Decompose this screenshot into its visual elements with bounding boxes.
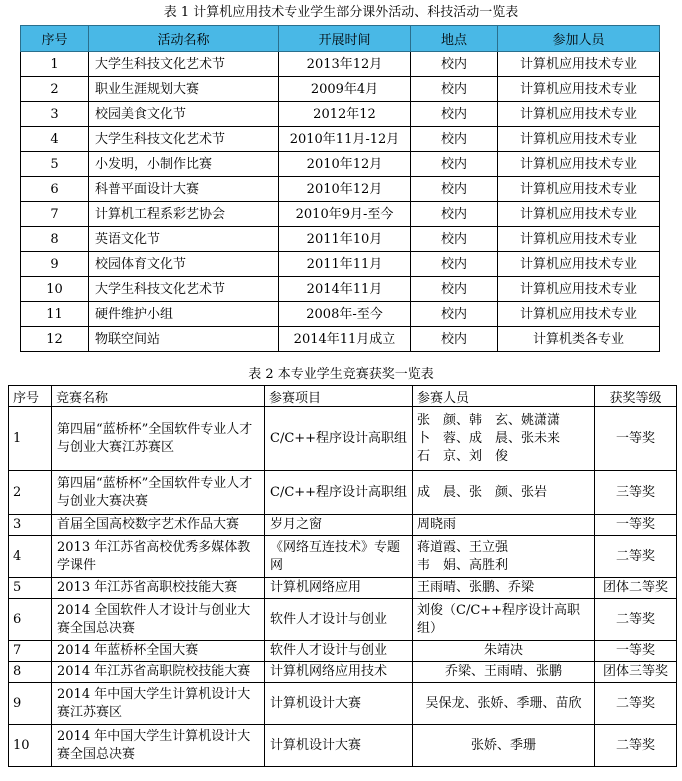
table2-row bbox=[9, 725, 677, 767]
table2-row bbox=[9, 536, 677, 578]
table1-cell-activity: 校园美食文化节 bbox=[89, 102, 279, 127]
table1-cell-no: 6 bbox=[21, 177, 89, 202]
table1-cell-place: 校内 bbox=[411, 52, 498, 77]
table2-cell-no: 9 bbox=[9, 683, 52, 725]
table1-cell-time: 2010年12月 bbox=[279, 152, 411, 177]
table1-cell-no: 11 bbox=[21, 302, 89, 327]
table2-cell-award: 三等奖 bbox=[595, 471, 677, 515]
table2-cell-project: 软件人才设计与创业 bbox=[265, 641, 413, 662]
table2-cell-project: C/C++程序设计高职组 bbox=[265, 407, 413, 471]
table1-cell-time: 2011年11月 bbox=[279, 252, 411, 277]
table2-cell-project: 计算机设计大赛 bbox=[265, 683, 413, 725]
table1-row bbox=[21, 102, 660, 127]
table1-cell-participants: 计算机应用技术专业 bbox=[498, 152, 660, 177]
table1-header-row bbox=[21, 26, 660, 52]
table2-caption: 表 2 本专业学生竞赛获奖一览表 bbox=[248, 367, 434, 382]
table1-row bbox=[21, 252, 660, 277]
table1-row bbox=[21, 302, 660, 327]
table2-header-project: 参赛项目 bbox=[265, 386, 413, 407]
table1-cell-time: 2010年11月-12月 bbox=[279, 127, 411, 152]
table1-cell-no: 8 bbox=[21, 227, 89, 252]
table1-cell-activity: 英语文化节 bbox=[89, 227, 279, 252]
table1-row bbox=[21, 52, 660, 77]
table1-cell-place: 校内 bbox=[411, 102, 498, 127]
activities-table bbox=[20, 25, 660, 352]
table1-cell-no: 7 bbox=[21, 202, 89, 227]
table2-cell-no: 4 bbox=[9, 536, 52, 578]
table1-cell-participants: 计算机应用技术专业 bbox=[498, 177, 660, 202]
table1-header-activity: 活动名称 bbox=[89, 26, 279, 52]
table2-cell-participants: 王雨晴、张鹏、乔梁 bbox=[413, 578, 595, 599]
table1-cell-participants: 计算机应用技术专业 bbox=[498, 127, 660, 152]
table1-cell-participants: 计算机应用技术专业 bbox=[498, 52, 660, 77]
table2-cell-participants: 蒋道霞、王立强 韦 娟、高胜利 bbox=[413, 536, 595, 578]
table1-row bbox=[21, 202, 660, 227]
table1-row bbox=[21, 327, 660, 352]
table1-cell-time: 2014年11月成立 bbox=[279, 327, 411, 352]
table1-cell-participants: 计算机类各专业 bbox=[498, 327, 660, 352]
table1-cell-place: 校内 bbox=[411, 77, 498, 102]
table1-cell-time: 2010年12月 bbox=[279, 177, 411, 202]
table2-cell-project: C/C++程序设计高职组 bbox=[265, 471, 413, 515]
table1-caption: 表 1 计算机应用技术专业学生部分课外活动、科技活动一览表 bbox=[163, 5, 519, 20]
table2-cell-project: 《网络互连技术》专题网 bbox=[265, 536, 413, 578]
table1-cell-participants: 计算机应用技术专业 bbox=[498, 227, 660, 252]
table2-cell-competition: 2014 年中国大学生计算机设计大赛江苏赛区 bbox=[52, 683, 265, 725]
table1-cell-place: 校内 bbox=[411, 152, 498, 177]
table1-cell-activity: 大学生科技文化艺术节 bbox=[89, 52, 279, 77]
table2-cell-award: 二等奖 bbox=[595, 536, 677, 578]
table1-cell-participants: 计算机应用技术专业 bbox=[498, 102, 660, 127]
table1-cell-participants: 计算机应用技术专业 bbox=[498, 252, 660, 277]
table1-cell-no: 10 bbox=[21, 277, 89, 302]
table2-row bbox=[9, 662, 677, 683]
table2-cell-competition: 2014 年中国大学生计算机设计大赛全国总决赛 bbox=[52, 725, 265, 767]
table2-row bbox=[9, 599, 677, 641]
table1-cell-participants: 计算机应用技术专业 bbox=[498, 202, 660, 227]
table2-cell-project: 计算机设计大赛 bbox=[265, 725, 413, 767]
table2-cell-participants: 朱靖决 bbox=[413, 641, 595, 662]
table2-cell-participants: 张 颜、韩 玄、姚潇潇 卜 蓉、成 晨、张未来 石 京、刘 俊 bbox=[413, 407, 595, 471]
table2-row bbox=[9, 641, 677, 662]
table1-cell-time: 2008年-至今 bbox=[279, 302, 411, 327]
table1-cell-activity: 小发明，小制作比赛 bbox=[89, 152, 279, 177]
table2-cell-participants: 吴保龙、张娇、季珊、苗欣 bbox=[413, 683, 595, 725]
table2-cell-participants: 刘俊（C/C++程序设计高职组） bbox=[413, 599, 595, 641]
table2-cell-participants: 张娇、季珊 bbox=[413, 725, 595, 767]
table1-header-place: 地点 bbox=[411, 26, 498, 52]
table1-header-time: 开展时间 bbox=[279, 26, 411, 52]
table1-cell-place: 校内 bbox=[411, 277, 498, 302]
table2-cell-award: 二等奖 bbox=[595, 599, 677, 641]
table1-cell-time: 2012年12 bbox=[279, 102, 411, 127]
table2-cell-competition: 2013 年江苏省高职校技能大赛 bbox=[52, 578, 265, 599]
table1-row bbox=[21, 152, 660, 177]
table1-cell-place: 校内 bbox=[411, 227, 498, 252]
table2-cell-no: 3 bbox=[9, 515, 52, 536]
table1-cell-activity: 大学生科技文化艺术节 bbox=[89, 277, 279, 302]
table2-cell-competition: 2014 年蓝桥杯全国大赛 bbox=[52, 641, 265, 662]
table2-cell-no: 10 bbox=[9, 725, 52, 767]
table1-cell-activity: 职业生涯规划大赛 bbox=[89, 77, 279, 102]
table1-cell-no: 4 bbox=[21, 127, 89, 152]
table1-cell-no: 9 bbox=[21, 252, 89, 277]
table2-cell-project: 计算机网络应用 bbox=[265, 578, 413, 599]
table2-cell-no: 6 bbox=[9, 599, 52, 641]
table1-cell-time: 2011年10月 bbox=[279, 227, 411, 252]
table1-cell-no: 12 bbox=[21, 327, 89, 352]
table2-cell-no: 2 bbox=[9, 471, 52, 515]
table1-cell-time: 2010年9月-至今 bbox=[279, 202, 411, 227]
table2-cell-award: 一等奖 bbox=[595, 515, 677, 536]
table1-cell-no: 3 bbox=[21, 102, 89, 127]
table1-row bbox=[21, 77, 660, 102]
table1-row bbox=[21, 127, 660, 152]
table2-cell-no: 1 bbox=[9, 407, 52, 471]
table2-cell-project: 软件人才设计与创业 bbox=[265, 599, 413, 641]
table1-header-no: 序号 bbox=[21, 26, 89, 52]
table2-cell-award: 一等奖 bbox=[595, 407, 677, 471]
table2-cell-competition: 第四届“蓝桥杯”全国软件专业人才与创业大赛决赛 bbox=[52, 471, 265, 515]
table2-cell-project: 岁月之窗 bbox=[265, 515, 413, 536]
table2-cell-participants: 周晓雨 bbox=[413, 515, 595, 536]
table2-header-participants: 参赛人员 bbox=[413, 386, 595, 407]
table1-cell-no: 2 bbox=[21, 77, 89, 102]
table1-cell-activity: 计算机工程系彩艺协会 bbox=[89, 202, 279, 227]
table1-cell-no: 1 bbox=[21, 52, 89, 77]
table2-cell-competition: 2014 年江苏省高职院校技能大赛 bbox=[52, 662, 265, 683]
table1-cell-place: 校内 bbox=[411, 127, 498, 152]
table2-cell-participants: 成 晨、张 颜、张岩 bbox=[413, 471, 595, 515]
table2-cell-award: 一等奖 bbox=[595, 641, 677, 662]
table2-row bbox=[9, 407, 677, 471]
table2-cell-no: 8 bbox=[9, 662, 52, 683]
table1-cell-time: 2009年4月 bbox=[279, 77, 411, 102]
table1-cell-activity: 校园体育文化节 bbox=[89, 252, 279, 277]
table2-header-competition: 竞赛名称 bbox=[52, 386, 265, 407]
table2-cell-competition: 第四届“蓝桥杯”全国软件专业人才与创业大赛江苏赛区 bbox=[52, 407, 265, 471]
table1-row bbox=[21, 177, 660, 202]
table2-row bbox=[9, 578, 677, 599]
table1-cell-place: 校内 bbox=[411, 327, 498, 352]
table1-header-participants: 参加人员 bbox=[498, 26, 660, 52]
table2-row bbox=[9, 471, 677, 515]
table1-cell-place: 校内 bbox=[411, 302, 498, 327]
table1-row bbox=[21, 227, 660, 252]
table1-cell-place: 校内 bbox=[411, 177, 498, 202]
table1-cell-participants: 计算机应用技术专业 bbox=[498, 277, 660, 302]
table1-cell-activity: 硬件维护小组 bbox=[89, 302, 279, 327]
table2-row bbox=[9, 515, 677, 536]
table2-cell-competition: 2014 全国软件人才设计与创业大赛全国总决赛 bbox=[52, 599, 265, 641]
table1-cell-no: 5 bbox=[21, 152, 89, 177]
table2-cell-competition: 首届全国高校数字艺术作品大赛 bbox=[52, 515, 265, 536]
table1-cell-activity: 物联空间站 bbox=[89, 327, 279, 352]
table2-cell-award: 团体三等奖 bbox=[595, 662, 677, 683]
awards-table bbox=[8, 385, 677, 767]
table2-cell-competition: 2013 年江苏省高校优秀多媒体教学课件 bbox=[52, 536, 265, 578]
table2-header-no: 序号 bbox=[9, 386, 52, 407]
table2-cell-participants: 乔梁、王雨晴、张鹏 bbox=[413, 662, 595, 683]
table1-cell-activity: 科普平面设计大赛 bbox=[89, 177, 279, 202]
table2-cell-award: 二等奖 bbox=[595, 725, 677, 767]
table2-cell-award: 二等奖 bbox=[595, 683, 677, 725]
table1-cell-place: 校内 bbox=[411, 252, 498, 277]
table1-cell-participants: 计算机应用技术专业 bbox=[498, 302, 660, 327]
table2-cell-award: 团体二等奖 bbox=[595, 578, 677, 599]
table1-cell-time: 2013年12月 bbox=[279, 52, 411, 77]
table2-cell-no: 7 bbox=[9, 641, 52, 662]
table2-cell-no: 5 bbox=[9, 578, 52, 599]
table1-cell-place: 校内 bbox=[411, 202, 498, 227]
table2-cell-project: 计算机网络应用技术 bbox=[265, 662, 413, 683]
table1-cell-activity: 大学生科技文化艺术节 bbox=[89, 127, 279, 152]
table2-row bbox=[9, 683, 677, 725]
table1-cell-participants: 计算机应用技术专业 bbox=[498, 77, 660, 102]
table1-cell-time: 2014年11月 bbox=[279, 277, 411, 302]
table2-header-award: 获奖等级 bbox=[595, 386, 677, 407]
table1-row bbox=[21, 277, 660, 302]
table2-header-row bbox=[9, 386, 677, 407]
